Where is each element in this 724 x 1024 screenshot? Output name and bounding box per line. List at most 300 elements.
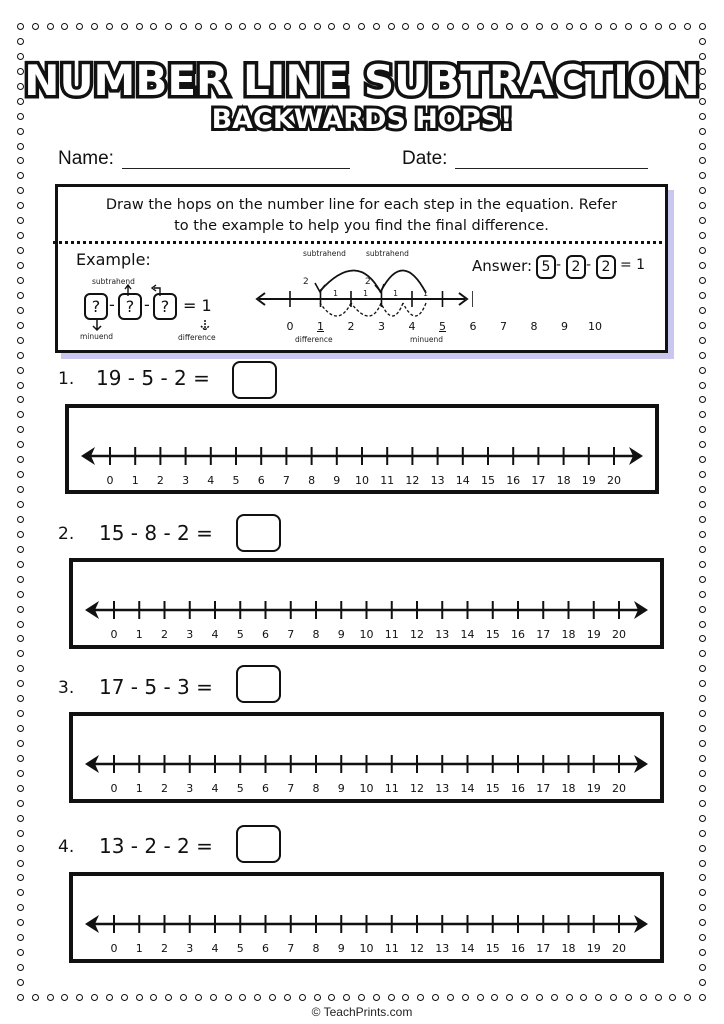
border-dot <box>17 232 24 239</box>
border-dot <box>17 217 24 224</box>
border-dot <box>17 441 24 448</box>
border-dot <box>388 23 395 30</box>
tick-label: 19 <box>586 782 601 795</box>
border-dot <box>17 307 24 314</box>
tick-label: 5 <box>236 942 244 955</box>
border-dot <box>17 710 24 717</box>
border-dot <box>566 23 573 30</box>
border-dot <box>699 322 706 329</box>
border-dot <box>47 23 54 30</box>
tick-label: 15 <box>485 782 500 795</box>
border-dot <box>47 994 54 1001</box>
border-dot <box>17 904 24 911</box>
tick-label: 4 <box>211 782 219 795</box>
tick-label: 16 <box>511 782 525 795</box>
tick-label: 1 <box>135 782 143 795</box>
border-dot <box>314 23 321 30</box>
problem-4-number: 4. <box>58 837 75 857</box>
tick-label: 2 <box>161 942 168 955</box>
big-hop-value-2: 2 <box>365 277 371 287</box>
border-dot <box>17 934 24 941</box>
tick-label: 10 <box>359 782 374 795</box>
border-dot <box>699 232 706 239</box>
border-dot <box>284 23 291 30</box>
tick-label: 20 <box>607 474 621 487</box>
example-subtrahend-label: subtrahend <box>92 277 135 286</box>
border-dot <box>699 830 706 837</box>
border-dot <box>699 770 706 777</box>
border-dot <box>699 202 706 209</box>
border-dot <box>17 635 24 642</box>
big-hop-value-1: 2 <box>303 277 309 287</box>
border-dot <box>699 217 706 224</box>
border-dot <box>417 994 424 1001</box>
border-dot <box>699 650 706 657</box>
big-hop-label-2: subtrahend <box>366 249 409 258</box>
example-tick-label: 6 <box>469 320 477 333</box>
tick-label: 16 <box>506 474 521 487</box>
border-dot <box>76 23 83 30</box>
tick-label: 9 <box>337 628 345 641</box>
border-dot <box>521 994 528 1001</box>
border-dot <box>165 994 172 1001</box>
tick-label: 8 <box>308 474 316 487</box>
tick-label: 11 <box>380 474 395 487</box>
name-field[interactable] <box>122 168 350 169</box>
tick-label: 6 <box>262 942 269 955</box>
instructions-line-1: Draw the hops on the number line for each step in the equation. Refer <box>105 197 618 213</box>
border-dot <box>17 889 24 896</box>
tick-label: 16 <box>511 628 525 641</box>
nl-difference-label: difference <box>295 335 333 344</box>
instructions-line-2: to the example to help you find the final difference. <box>174 218 549 234</box>
tick-label: 6 <box>262 628 269 641</box>
border-dot <box>17 755 24 762</box>
tick-label: 12 <box>410 628 424 641</box>
tick-label: 12 <box>405 474 420 487</box>
tick-label: 5 <box>232 474 240 487</box>
border-dot <box>699 486 706 493</box>
border-dot <box>699 740 706 747</box>
border-dot <box>699 172 706 179</box>
border-dot <box>17 621 24 628</box>
border-dot <box>699 367 706 374</box>
border-dot <box>477 23 484 30</box>
border-dot <box>610 23 617 30</box>
problem-1-answer-box[interactable] <box>232 361 277 399</box>
border-dot <box>595 994 602 1001</box>
example-minus-1: - <box>109 295 115 314</box>
border-dot <box>699 576 706 583</box>
border-dot <box>699 501 706 508</box>
tick-label: 12 <box>410 782 424 795</box>
border-dot <box>17 382 24 389</box>
border-dot <box>17 352 24 359</box>
tick-label: 0 <box>110 942 118 955</box>
border-dot <box>536 994 543 1001</box>
border-dot <box>506 23 513 30</box>
date-label: Date: <box>402 148 448 169</box>
border-dot <box>17 202 24 209</box>
border-dot <box>699 516 706 523</box>
border-dot <box>699 471 706 478</box>
tick-label: 6 <box>262 782 269 795</box>
border-dot <box>150 994 157 1001</box>
border-dot <box>225 23 232 30</box>
tick-label: 17 <box>536 942 551 955</box>
border-dot <box>625 994 632 1001</box>
tick-label: 13 <box>430 474 445 487</box>
small-hop-value-3: 1 <box>393 289 399 298</box>
tick-label: 8 <box>312 942 320 955</box>
border-dot <box>91 23 98 30</box>
border-dot <box>91 994 98 1001</box>
tick-label: 18 <box>561 942 576 955</box>
border-dot <box>106 23 113 30</box>
border-dot <box>536 23 543 30</box>
dotted-divider <box>53 241 668 244</box>
border-dot <box>580 23 587 30</box>
problem-4-equation: 13 - 2 - 2 = <box>99 834 213 858</box>
tick-label: 14 <box>460 782 475 795</box>
answer-minus-1: - <box>556 257 562 273</box>
date-field[interactable] <box>455 168 648 169</box>
border-dot <box>699 800 706 807</box>
tick-label: 18 <box>561 782 576 795</box>
border-dot <box>699 815 706 822</box>
border-dot <box>610 994 617 1001</box>
border-dot <box>625 23 632 30</box>
border-dot <box>17 695 24 702</box>
border-dot <box>462 994 469 1001</box>
border-dot <box>32 23 39 30</box>
border-dot <box>299 23 306 30</box>
border-dot <box>32 994 39 1001</box>
example-minuend-box: ? <box>84 293 108 320</box>
problem-1-equation: 19 - 5 - 2 = <box>96 366 210 390</box>
border-dot <box>17 800 24 807</box>
problem-3-number-line-box[interactable] <box>69 712 664 803</box>
border-dot <box>76 994 83 1001</box>
problem-2-number-line-box[interactable] <box>69 558 664 649</box>
border-dot <box>17 591 24 598</box>
answer-subtrahend-box-2: 2 <box>596 255 616 279</box>
tick-label: 16 <box>511 942 525 955</box>
tick-label: 8 <box>312 628 320 641</box>
tick-label: 19 <box>581 474 596 487</box>
tick-label: 7 <box>287 628 295 641</box>
border-dot <box>699 919 706 926</box>
problem-3-number: 3. <box>58 678 75 698</box>
border-dot <box>17 740 24 747</box>
border-dot <box>477 994 484 1001</box>
border-dot <box>699 680 706 687</box>
tick-label: 2 <box>161 782 168 795</box>
answer-minus-2: - <box>586 257 592 273</box>
border-dot <box>269 994 276 1001</box>
tick-label: 4 <box>207 474 215 487</box>
problem-3-answer-box[interactable] <box>236 665 281 703</box>
tick-label: 11 <box>384 628 399 641</box>
border-dot <box>699 695 706 702</box>
border-dot <box>17 23 24 30</box>
border-dot <box>447 23 454 30</box>
problem-1-number-line <box>69 408 655 490</box>
small-hop-value-1: 1 <box>333 289 339 298</box>
border-dot <box>225 994 232 1001</box>
tick-label: 10 <box>355 474 369 487</box>
tick-label: 1 <box>131 474 139 487</box>
tick-label: 10 <box>359 942 374 955</box>
example-minus-2: - <box>144 295 150 314</box>
tick-label: 17 <box>536 628 551 641</box>
problem-2-equation: 15 - 8 - 2 = <box>99 521 213 545</box>
problem-2-number: 2. <box>58 524 75 544</box>
border-dot <box>17 172 24 179</box>
border-dot <box>462 23 469 30</box>
border-dot <box>699 665 706 672</box>
tick-label: 3 <box>186 628 194 641</box>
border-dot <box>17 426 24 433</box>
tick-label: 13 <box>435 942 450 955</box>
border-dot <box>699 247 706 254</box>
border-dot <box>17 471 24 478</box>
example-tick-label: 5 <box>439 320 446 333</box>
example-subtrahend-box-2: ? <box>153 293 177 320</box>
border-dot <box>136 23 143 30</box>
border-dot <box>506 994 513 1001</box>
border-dot <box>699 994 706 1001</box>
border-dot <box>328 994 335 1001</box>
example-tick-label: 2 <box>347 320 355 333</box>
example-subtrahend-box-1: ? <box>118 293 142 320</box>
tick-label: 4 <box>211 942 219 955</box>
border-dot <box>17 650 24 657</box>
problem-1-number-line-box[interactable] <box>65 404 659 494</box>
border-dot <box>684 994 691 1001</box>
border-dot <box>640 994 647 1001</box>
answer-minuend-box: 5 <box>536 255 556 279</box>
example-tick-label: 10 <box>588 320 602 333</box>
border-dot <box>699 38 706 45</box>
border-dot <box>699 157 706 164</box>
tick-label: 20 <box>612 628 626 641</box>
border-dot <box>17 411 24 418</box>
border-dot <box>699 143 706 150</box>
border-dot <box>239 23 246 30</box>
tick-label: 10 <box>359 628 374 641</box>
answer-subtrahend-box-1: 2 <box>566 255 586 279</box>
tick-label: 14 <box>455 474 470 487</box>
problem-4-number-line-box[interactable] <box>69 872 664 963</box>
border-dot <box>699 934 706 941</box>
border-dot <box>551 994 558 1001</box>
border-dot <box>17 979 24 986</box>
border-dot <box>17 456 24 463</box>
answer-result: = 1 <box>620 257 646 273</box>
difference-arrow-icon <box>198 320 212 332</box>
tick-label: 5 <box>236 628 244 641</box>
example-tick-label: 4 <box>408 320 416 333</box>
border-dot <box>402 994 409 1001</box>
tick-label: 15 <box>485 942 500 955</box>
border-dot <box>328 23 335 30</box>
border-dot <box>17 785 24 792</box>
tick-label: 9 <box>337 942 345 955</box>
tick-label: 0 <box>110 782 118 795</box>
border-dot <box>491 23 498 30</box>
example-tick-label: 8 <box>530 320 538 333</box>
tick-label: 6 <box>257 474 265 487</box>
tick-label: 20 <box>612 942 626 955</box>
border-dot <box>699 23 706 30</box>
border-dot <box>180 23 187 30</box>
tick-label: 3 <box>186 942 194 955</box>
border-dot <box>239 994 246 1001</box>
border-dot <box>17 964 24 971</box>
border-dot <box>699 635 706 642</box>
border-dot <box>566 994 573 1001</box>
border-dot <box>17 576 24 583</box>
border-dot <box>699 441 706 448</box>
tick-label: 7 <box>282 474 290 487</box>
border-dot <box>17 262 24 269</box>
tick-label: 20 <box>612 782 626 795</box>
border-dot <box>121 23 128 30</box>
border-dot <box>432 23 439 30</box>
border-dot <box>17 949 24 956</box>
border-dot <box>180 994 187 1001</box>
worksheet-subtitle: BACKWARDS HOPS! <box>211 104 513 135</box>
border-dot <box>17 845 24 852</box>
answer-label: Answer: <box>472 257 533 275</box>
border-dot <box>17 486 24 493</box>
border-dot <box>684 23 691 30</box>
tick-label: 0 <box>110 628 118 641</box>
border-dot <box>17 277 24 284</box>
border-dot <box>699 426 706 433</box>
border-dot <box>373 994 380 1001</box>
border-dot <box>699 845 706 852</box>
border-dot <box>655 23 662 30</box>
border-dot <box>210 994 217 1001</box>
tick-label: 12 <box>410 942 424 955</box>
border-dot <box>699 337 706 344</box>
border-dot <box>699 979 706 986</box>
big-hop-label-1: subtrahend <box>303 249 346 258</box>
tick-label: 11 <box>384 782 399 795</box>
example-tick-label: 9 <box>561 320 568 333</box>
tick-label: 14 <box>460 628 475 641</box>
problem-2-number-line <box>73 562 660 645</box>
tick-label: 13 <box>435 628 450 641</box>
border-dot <box>669 994 676 1001</box>
border-dot <box>699 606 706 613</box>
problem-4-answer-box[interactable] <box>236 825 281 863</box>
border-dot <box>17 337 24 344</box>
border-dot <box>17 322 24 329</box>
border-dot <box>699 949 706 956</box>
problem-2-answer-box[interactable] <box>236 514 281 552</box>
border-dot <box>699 382 706 389</box>
tick-label: 4 <box>211 628 219 641</box>
border-dot <box>61 994 68 1001</box>
border-dot <box>17 247 24 254</box>
example-tick-label: 1 <box>317 320 324 333</box>
border-dot <box>699 964 706 971</box>
instructions-box <box>55 184 668 353</box>
border-dot <box>195 23 202 30</box>
border-dot <box>165 23 172 30</box>
example-difference-label: difference <box>178 333 216 342</box>
border-dot <box>343 994 350 1001</box>
border-dot <box>699 456 706 463</box>
border-dot <box>580 994 587 1001</box>
border-dot <box>669 23 676 30</box>
border-dot <box>521 23 528 30</box>
tick-label: 7 <box>287 942 295 955</box>
border-dot <box>17 919 24 926</box>
border-dot <box>17 187 24 194</box>
border-dot <box>388 994 395 1001</box>
border-dot <box>17 561 24 568</box>
border-dot <box>106 994 113 1001</box>
example-tick-label: 7 <box>500 320 507 333</box>
tick-label: 2 <box>156 474 164 487</box>
border-dot <box>640 23 647 30</box>
border-dot <box>699 277 706 284</box>
border-dot <box>595 23 602 30</box>
tick-label: 5 <box>236 782 244 795</box>
worksheet-title: NUMBER LINE SUBTRACTION <box>24 56 700 105</box>
border-dot <box>699 889 706 896</box>
nl-minuend-label: minuend <box>410 335 444 344</box>
border-dot <box>150 23 157 30</box>
border-dot <box>210 23 217 30</box>
tick-label: 18 <box>556 474 571 487</box>
border-dot <box>121 994 128 1001</box>
border-dot <box>699 546 706 553</box>
border-dot <box>373 23 380 30</box>
instructions-text <box>58 195 665 237</box>
border-dot <box>17 860 24 867</box>
tick-label: 8 <box>312 782 320 795</box>
border-dot <box>136 994 143 1001</box>
border-dot <box>17 157 24 164</box>
name-label: Name: <box>58 148 114 169</box>
border-dot <box>284 994 291 1001</box>
border-dot <box>17 531 24 538</box>
border-dot <box>17 606 24 613</box>
border-dot <box>195 994 202 1001</box>
tick-label: 3 <box>186 782 194 795</box>
problem-1-number: 1. <box>58 369 75 389</box>
border-dot <box>17 830 24 837</box>
border-dot <box>299 994 306 1001</box>
example-result: = 1 <box>183 296 212 315</box>
copyright-footer: © TeachPrints.com <box>311 1005 413 1019</box>
example-minuend-label: minuend <box>80 332 114 341</box>
tick-label: 7 <box>287 782 295 795</box>
tick-label: 2 <box>161 628 168 641</box>
problem-3-equation: 17 - 5 - 3 = <box>99 675 213 699</box>
border-dot <box>61 23 68 30</box>
tick-label: 1 <box>135 628 143 641</box>
border-dot <box>699 262 706 269</box>
border-dot <box>314 994 321 1001</box>
border-dot <box>17 38 24 45</box>
border-dot <box>17 994 24 1001</box>
